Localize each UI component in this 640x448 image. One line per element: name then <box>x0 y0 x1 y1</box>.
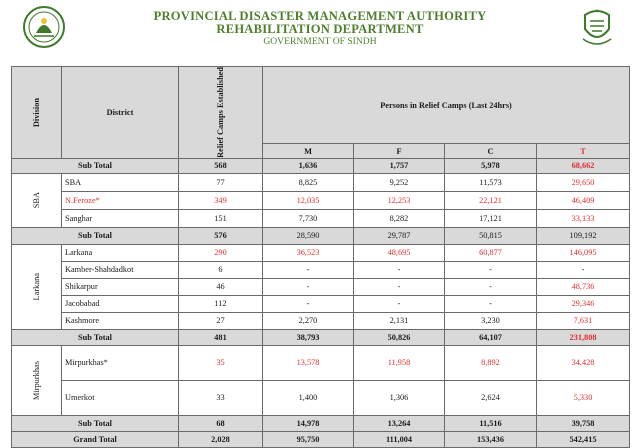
division-cell-sba: SBA <box>12 173 62 227</box>
total-header: T <box>537 144 630 159</box>
table-row: Shikarpur 46 - - - 48,736 <box>12 278 630 295</box>
authority-title: PROVINCIAL DISASTER MANAGEMENT AUTHORITY <box>153 9 487 23</box>
division-cell-mirpurkhas: Mirpurkhas <box>12 345 62 415</box>
division-header: Division <box>12 67 62 159</box>
document-titles <box>100 10 540 47</box>
camps-header: Relief Camps Established <box>179 67 263 159</box>
subtotal-row: Sub Total 68 14,978 13,264 11,516 39,758 <box>12 415 630 431</box>
table-row: Kashmore 27 2,270 2,131 3,230 7,631 <box>12 312 630 329</box>
male-header: M <box>263 144 354 159</box>
district-header: District <box>62 67 179 159</box>
table-row: Umerkot 33 1,400 1,306 2,624 5,330 <box>12 380 630 415</box>
subtotal-row: Sub Total 576 28,590 29,787 50,815 109,192 <box>12 227 630 244</box>
table-row: Sanghar 151 7,730 8,282 17,121 33,133 <box>12 209 630 227</box>
grand-total-row: Grand Total 2,028 95,750 111,004 153,436 542,415 <box>12 431 630 447</box>
document-header <box>0 0 640 58</box>
table-row: Mirpurkhas Mirpurkhas* 35 13,578 11,958 8,892 34,428 <box>12 345 630 380</box>
department-title: REHABILITATION DEPARTMENT <box>216 22 424 36</box>
table-row: SBA SBA 77 8,825 9,252 11,573 29,650 <box>12 173 630 191</box>
division-cell-larkana: Larkana <box>12 244 62 329</box>
table-row: Jacobabad 112 - - - 29,346 <box>12 295 630 312</box>
persons-header: Persons in Relief Camps (Last 24hrs) <box>263 67 630 144</box>
sindh-emblem-logo <box>22 5 66 49</box>
female-header: F <box>354 144 445 159</box>
government-title: GOVERNMENT OF SINDH <box>263 36 377 47</box>
table-row: Larkana Larkana 290 36,523 48,695 60,877 146,095 <box>12 244 630 261</box>
children-header: C <box>445 144 537 159</box>
government-crest-logo <box>575 5 619 49</box>
table-row: Kamber-Shahdadkot 6 - - - - <box>12 261 630 278</box>
subtotal-row: Sub Total 568 1,636 1,757 5,978 68,662 <box>12 158 630 173</box>
subtotal-row: Sub Total 481 38,793 50,826 64,107 231,808 <box>12 329 630 345</box>
table-row: N.Feroze* 349 12,035 12,253 22,121 46,409 <box>12 191 630 209</box>
relief-camps-table <box>11 66 630 448</box>
